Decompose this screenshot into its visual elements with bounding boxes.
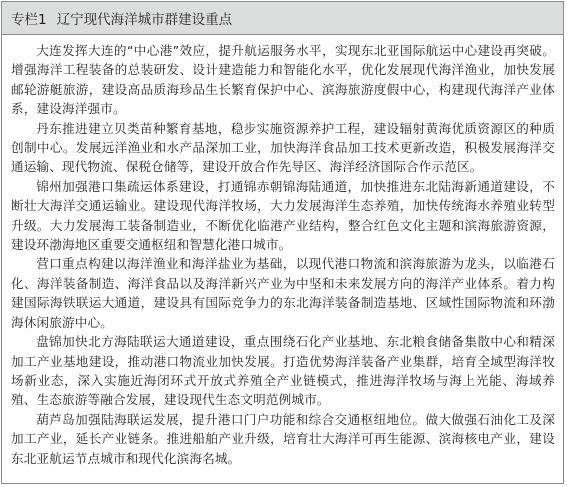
paragraph-dalian: 大连发挥大连的“中心港”效应，提升航运服务水平，实现东北亚国际航运中心建设再突破。增强海洋工程装备的总装研发、设计建造能力和智能化水平，优化发展现代海洋渔业，加快发展邮轮游艇旅游，建设高品质海珍品生长繁育保护中心、滨海旅游度假中心，构建现代海洋产业体系，建设海洋强市。 [11,43,555,117]
paragraph-yingkou: 营口重点构建以海洋渔业和海洋盐业为基础，以现代港口物流和滨海旅游为龙头，以临港石化、海洋装备制造、海洋食品以及海洋新兴产业为中坚和未来发展方向的海洋产业体系。着力构建国际海铁联运大通道，建设具有国际竞争力的东北海洋装备制造基地、区域性国际物流和环渤海休闲旅游中心。 [11,256,555,330]
box-header [2,2,563,35]
box-title: 辽宁现代海洋城市群建设重点 [56,12,233,28]
paragraph-huludao: 葫芦岛加强陆海联运发展，提升港口门户功能和综合交通枢纽地位。做大做强石油化工及深加工产业，延长产业链条。推进船舶产业升级，培育壮大海洋可再生能源、滨海核电产业，建设东北亚航运节点城市和现代化滨海名城。 [11,411,555,466]
box-body [2,35,563,468]
box-tag: 专栏1 [11,12,47,28]
paragraph-jinzhou: 锦州加强港口集疏运体系建设，打通锦赤朝锦海陆通道，加快推进东北陆海新通道建设，不断壮大海洋交通运输业。建设现代海洋牧场，大力发展海洋生态养殖，加快传统海水养殖业转型升级。大力发展海工装备制造业，不断优化临港产业结构，整合红色文化主题和滨海旅游资源，建设环渤海地区重要交通枢纽和智慧化港口城市。 [11,178,555,253]
paragraph-panjin: 盘锦加快北方海陆联运大通道建设，重点围绕石化产业基地、东北粮食储备集散中心和精深加工产业基地建设，推动港口物流业加快发展。打造优势海洋装备产业集群，培育全域型海洋牧场新业态，深入实施近海闭环式开放式养殖全产业链模式，推进海洋牧场与海上光能、海域养殖、生态旅游等融合发展，建设现代生态文明范例城市。 [11,334,555,408]
paragraph-dandong: 丹东推进建立贝类苗种繁育基地，稳步实施资源养护工程，建设辐射黄海优质资源区的种质创制中心。发展远洋渔业和水产品深加工业，加快海洋食品加工技术更新改造，积极发展海洋交通运输、现代物流、保税仓储等，建设开放合作先导区、海洋经济国际合作示范区。 [11,120,555,175]
sidebar-box [1,1,564,484]
